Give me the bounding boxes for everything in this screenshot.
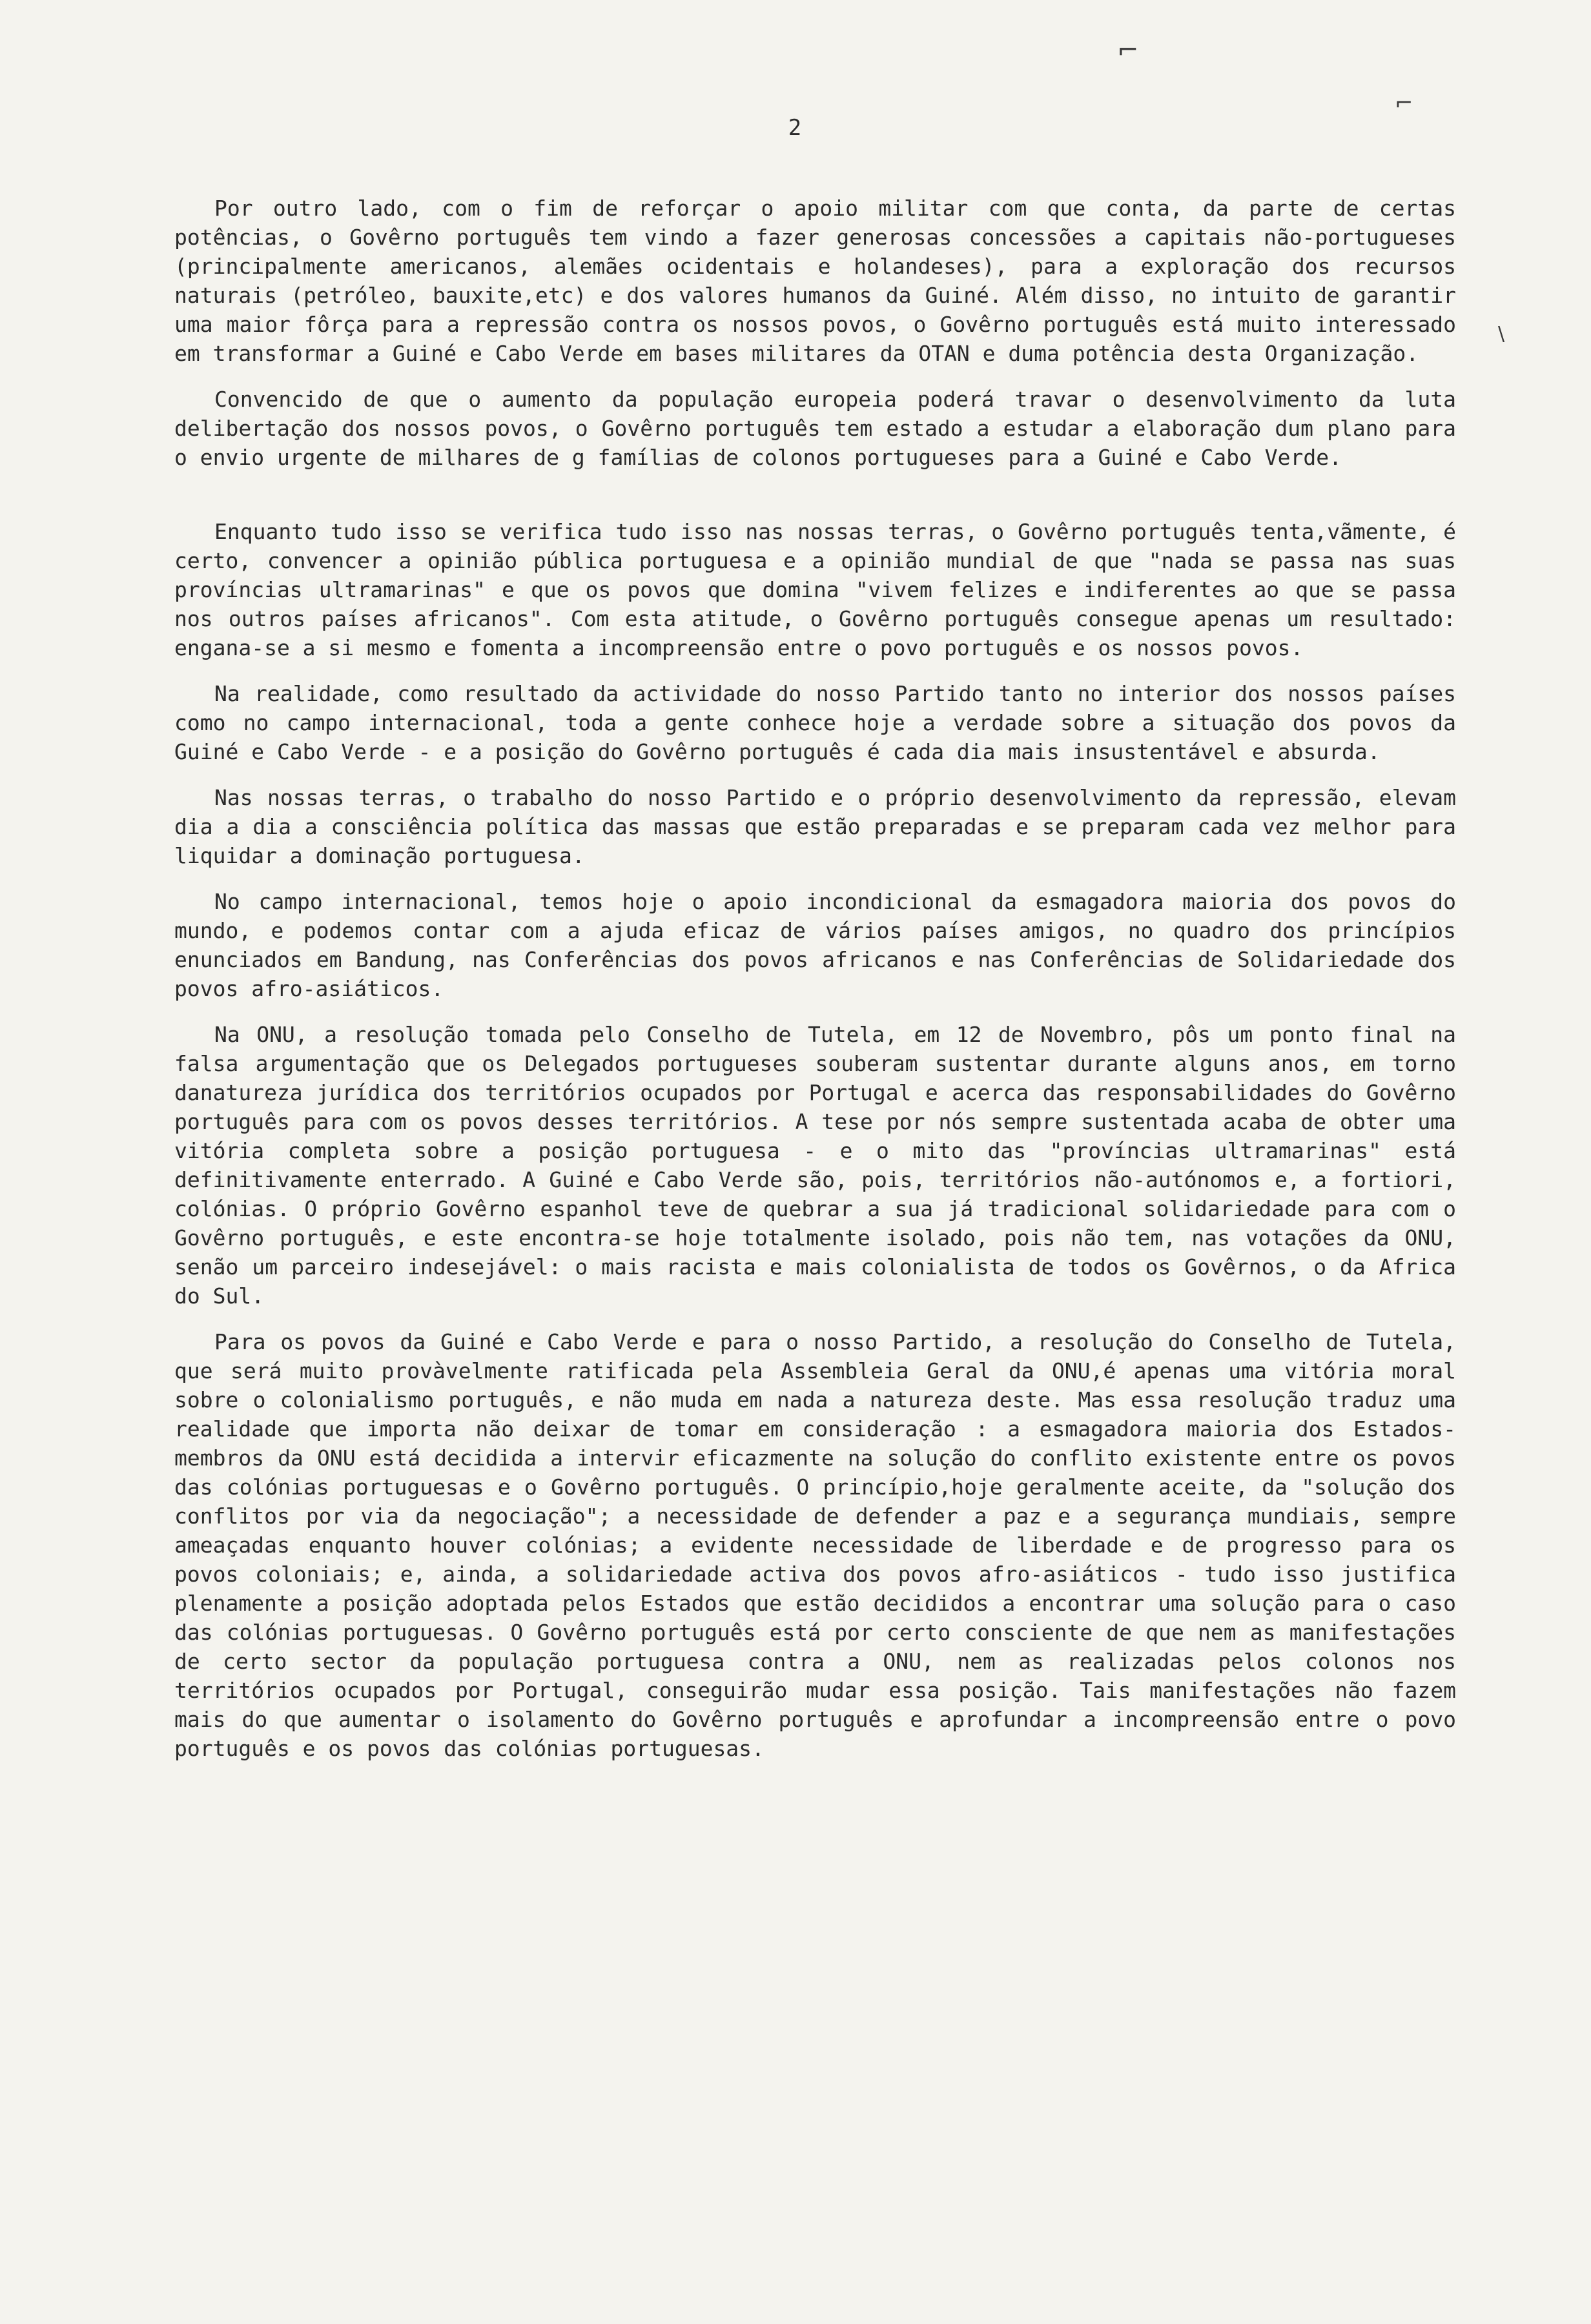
paragraph-8: Para os povos da Guiné e Cabo Verde e para o nosso Partido, a resolução do Conselho de Tutela, que será muito provàvelmente ratificada pela Assembleia Geral da ONU,é apenas uma vitória moral sobre o colonialismo português, e não muda em nada a natureza deste. Mas essa resolução traduz uma realidade que importa não deixar de tomar em consideração : a esmagadora maioria dos Estados-membros da ONU está decidida a intervir eficazmente na solução do conflito existente entre os povos das colónias portuguesas e o Govêrno português. O princípio,hoje geralmente aceite, da "solução dos conflitos por via da negociação"; a necessidade de defender a paz e a segurança mundiais, sempre ameaçadas enquanto houver colónias; a evidente necessidade de liberdade e de progresso para os povos coloniais; e, ainda, a solidariedade activa dos povos afro-asiáticos - tudo isso justifica plenamente a posição adoptada pelos Estados que estão decididos a encontrar uma solução para o caso das colónias portuguesas. O Govêrno português está por certo consciente de que nem as manifestações de certo sector da população portuguesa contra a ONU, nem as realizadas pelos colonos nos territórios ocupados por Portugal, conseguirão mudar essa posição. Tais manifestações não fazem mais do que aumentar o isolamento do Govêrno português e aprofundar a incompreensão entre o povo português e os povos das colónias portuguesas. <box>174 1329 1456 1761</box>
page-number: 2 <box>788 115 803 141</box>
paragraph-5: Nas nossas terras, o trabalho do nosso Partido e o próprio desenvolvimento da repressão, elevam dia a dia a consciência política das massas que estão preparadas e se preparam cada vez melhor para liquidar a dominação portuguesa. <box>174 785 1456 868</box>
paragraph-7: Na ONU, a resolução tomada pelo Conselho de Tutela, em 12 de Novembro, pôs um ponto final na falsa argumentação que os Delegados portugueses souberam sustentar durante alguns anos, em torno danatureza jurídica dos territórios ocupados por Portugal e acerca das responsabilidades do Govêrno português para com os povos desses territórios. A tese por nós sempre sustentada acaba de obter uma vitória completa sobre a posição portuguesa - e o mito das "províncias ultramarinas" está definitivamente enterrado. A Guiné e Cabo Verde são, pois, territórios não-autónomos e, a fortiori, colónias. O próprio Govêrno espanhol teve de quebrar a sua já tradicional solidariedade para com o Govêrno português, e este encontra-se hoje totalmente isolado, pois não tem, nas votações da ONU, senão um parceiro indesejável: o mais racista e mais colonialista de todos os Govêrnos, o da Africa do Sul. <box>174 1022 1456 1309</box>
paragraph-6: No campo internacional, temos hoje o apoio incondicional da esmagadora maioria dos povos do mundo, e podemos contar com a ajuda eficaz de vários países amigos, no quadro dos princípios enunciados em Bandung, nas Conferências dos povos africanos e nas Conferências de Solidariedade dos povos afro-asiáticos. <box>174 889 1456 1001</box>
scan-mark-corner: ⌐ <box>1395 90 1413 116</box>
paragraph-2: Convencido de que o aumento da população europeia poderá travar o desenvolvimento da luta delibertação dos nossos povos, o Govêrno português tem estado a estudar a elaboração dum plano para o envio urgente de milhares de g famílias de colonos portugueses para a Guiné e Cabo Verde. <box>174 387 1456 470</box>
scan-mark-margin: \ <box>1498 323 1505 345</box>
document-body <box>174 194 1456 1780</box>
paragraph-1: Por outro lado, com o fim de reforçar o apoio militar com que conta, da parte de certas potências, o Govêrno português tem vindo a fazer generosas concessões a capitais não-portugueses (principalmente americanos, alemães ocidentais e holandeses), para a exploração dos recursos naturais (petróleo, bauxite,etc) e dos valores humanos da Guiné. Além disso, no intuito de garantir uma maior fôrça para a repressão contra os nossos povos, o Govêrno português está muito interessado em transformar a Guiné e Cabo Verde em bases militares da OTAN e duma potência desta Organização. <box>174 196 1456 366</box>
paragraph-3: Enquanto tudo isso se verifica tudo isso nas nossas terras, o Govêrno português tenta,vãmente, é certo, convencer a opinião pública portuguesa e a opinião mundial de que "nada se passa nas suas províncias ultramarinas" e que os povos que domina "vivem felizes e indiferentes ao que se passa nos outros países africanos". Com esta atitude, o Govêrno português consegue apenas um resultado: engana-se a si mesmo e fomenta a incompreensão entre o povo português e os nossos povos. <box>174 519 1456 660</box>
paragraph-4: Na realidade, como resultado da actividade do nosso Partido tanto no interior dos nossos países como no campo internacional, toda a gente conhece hoje a verdade sobre a situação dos povos da Guiné e Cabo Verde - e a posição do Govêrno português é cada dia mais insustentável e absurda. <box>174 681 1456 764</box>
scan-mark-top: ⌐ <box>1117 36 1139 65</box>
